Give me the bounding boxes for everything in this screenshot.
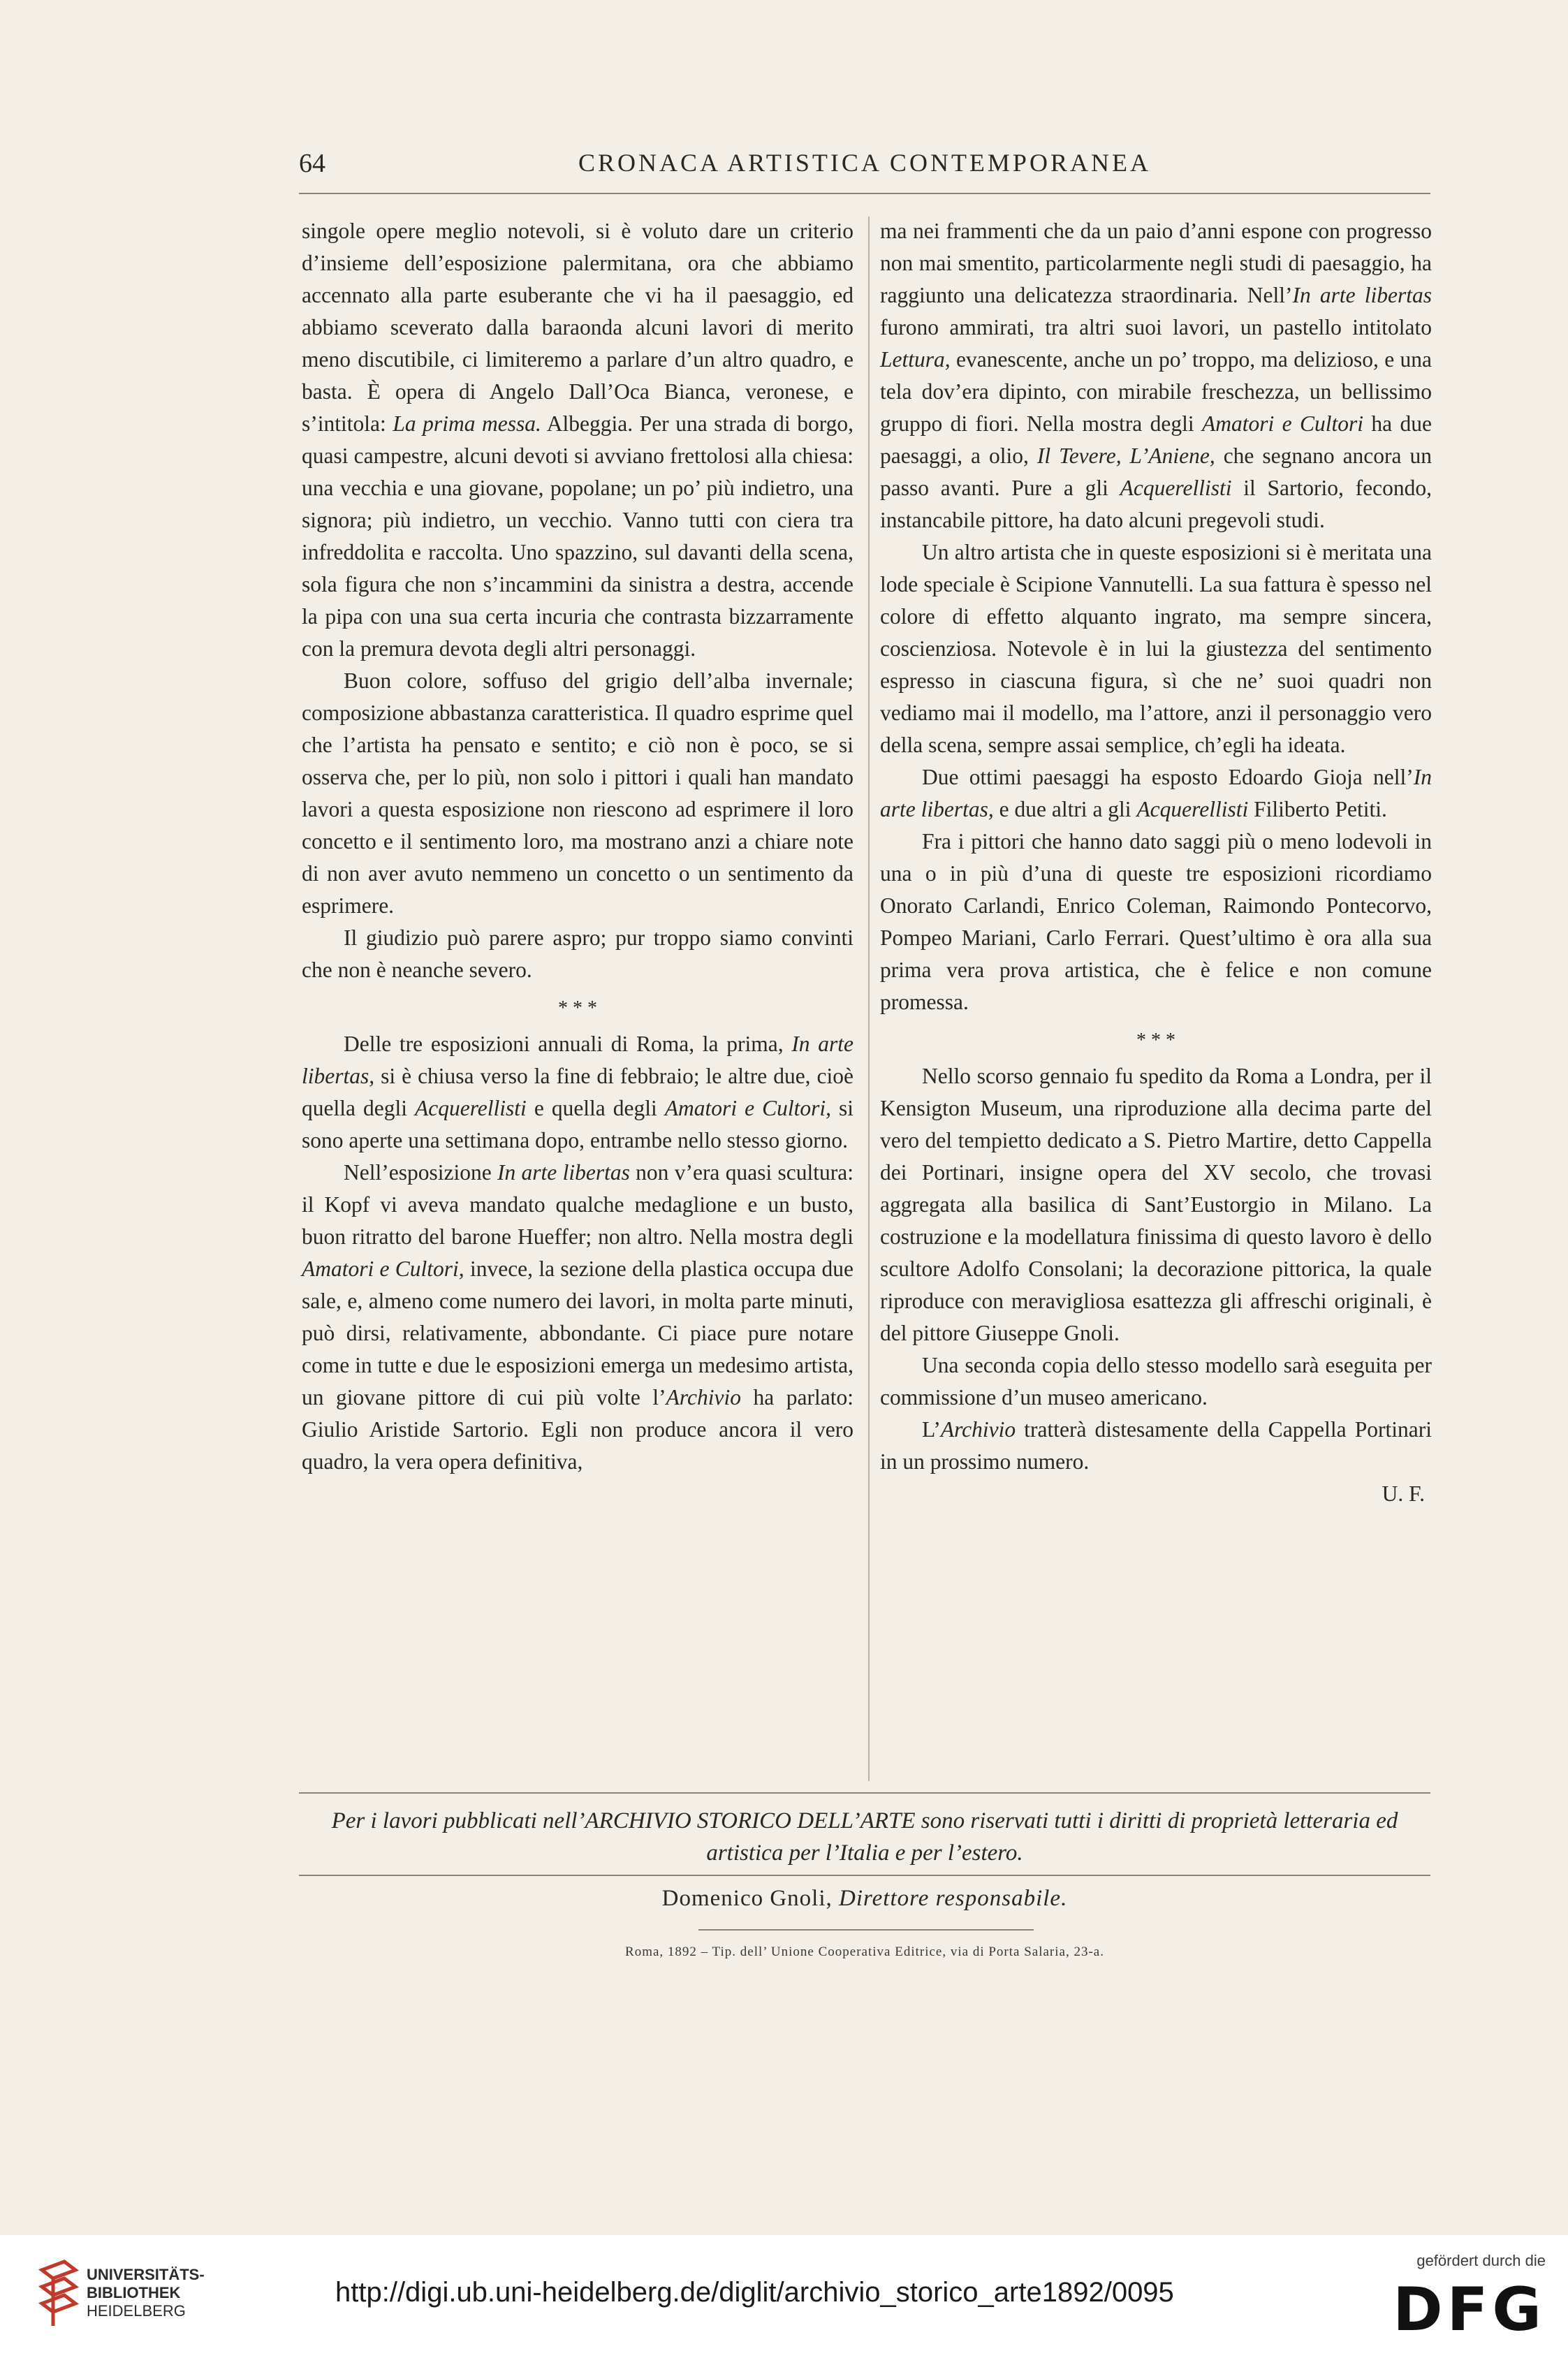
left-paragraph-2: Buon colore, soffuso del grigio dell’alba invernale; composizione abbastanza caratteristica. Il quadro esprime quel che l’artista ha pensato e sentito; e ciò non è poco, se si osserva che, per lo più, non solo i pittori i quali han mandato lavori a questa esposizione non riescono ad esprimere il loro concetto e il sentimento loro, ma mostrano anzi a chiare note di non aver avuto nemmeno un concetto o un sentimento da esprimere. <box>302 668 853 918</box>
italic-run: In arte libertas, <box>302 1032 854 1088</box>
text-run: si è chiusa verso la fine di febbraio; le altre due, cioè quella degli <box>302 1064 853 1120</box>
italic-run: Il Tevere, L’Aniene, <box>1036 444 1215 468</box>
italic-run: Amatori e Cultori <box>1202 411 1364 436</box>
right-paragraph-4: Fra i pittori che hanno dato saggi più o meno lodevoli in una o in più d’una di queste tre esposizioni ricordiamo Onorato Carlandi, Enrico Coleman, Raimondo Pontecorvo, Pompeo Mariani, Carlo Ferrari. Quest’ultimo è ora alla sua prima vera prova artistica, che è felice e non comune promessa. <box>880 829 1432 1014</box>
right-column <box>880 215 1432 1510</box>
italic-run: Amatori e Cultori, <box>664 1096 831 1120</box>
text-run: furono ammirati, tra altri suoi lavori, un pastello intitolato <box>880 315 1432 339</box>
text-run: e due altri a gli <box>993 797 1137 821</box>
header-rule <box>299 193 1430 194</box>
ub-line-1: UNIVERSITÄTS- <box>87 2266 205 2283</box>
right-paragraph-3 <box>880 761 1432 826</box>
notice-top-rule <box>299 1792 1430 1794</box>
ub-line-3: HEIDELBERG <box>87 2302 186 2320</box>
section-separator-left <box>302 997 853 1019</box>
italic-run: In arte libertas <box>1292 283 1432 307</box>
ub-heidelberg-name <box>87 2266 205 2320</box>
director-role: Direttore responsabile. <box>839 1886 1068 1911</box>
italic-run: Amatori e Cultori, <box>302 1257 464 1281</box>
running-title: CRONACA ARTISTICA CONTEMPORANEA <box>578 149 1151 177</box>
italic-run: Per i lavori pubblicati nell’ARCHIVIO STORICO DELL’ARTE sono riservati tutti i diritti di proprietà letteraria ed artistica per l’Italia e per l’estero. <box>331 1808 1398 1866</box>
dfg-logo[interactable]: DFG <box>1393 2275 1546 2345</box>
text-run: non v’era quasi scultura: il Kopf vi aveva mandato qualche medaglione e un busto, buon ritratto del barone Hueffer; non altro. Nella mostra degli <box>302 1160 853 1249</box>
notice-bottom-rule <box>299 1875 1430 1876</box>
text-run: Nell’esposizione <box>344 1160 497 1185</box>
text-run: Filiberto Petiti. <box>1248 797 1387 821</box>
right-paragraph-1 <box>880 215 1432 536</box>
column-divider <box>868 217 870 1781</box>
text-run: ha parlato: Giulio Aristide Sartorio. Egli non produce ancora il vero quadro, la vera opera definitiva, <box>302 1385 853 1474</box>
text-run: singole opere meglio notevoli, si è voluto dare un criterio d’insieme dell’esposizione palermitana, ora che abbiamo accennato alla parte esuberante che vi ha il paesaggio, ed abbiamo sceverato dalla baraonda alcuni lavori di merito meno discutibile, ci limiteremo a parlare d’un altro quadro, e basta. È opera di Angelo Dall’Oca Bianca, veronese, e s’intitola: <box>302 219 853 436</box>
italic-run: In arte libertas, <box>880 765 1432 821</box>
italic-run: Archivio <box>940 1417 1016 1442</box>
text-run: evanescente, anche un po’ troppo, ma delizioso, e una tela dov’era dipinto, con mirabile freschezza, un bellissimo gruppo di fiori. Nella mostra degli <box>880 347 1432 436</box>
italic-run: In arte libertas <box>497 1160 630 1185</box>
left-paragraph-4 <box>302 1028 853 1157</box>
text-run: il Sartorio, fecondo, instancabile pittore, ha dato alcuni pregevoli studi. <box>880 476 1432 532</box>
permalink-url[interactable]: http://digi.ub.uni-heidelberg.de/diglit/archivio_storico_arte1892/0095 <box>335 2277 1174 2308</box>
ub-line-2: BIBLIOTHEK <box>87 2284 181 2301</box>
left-paragraph-1 <box>302 215 853 665</box>
director-line <box>299 1886 1430 1912</box>
right-paragraph-6: Una seconda copia dello stesso modello sarà eseguita per commissione d’un museo americano. <box>880 1353 1432 1409</box>
text-run: Albeggia. Per una strada di borgo, quasi campestre, alcuni devoti si avviano frettolosi alla chiesa: una vecchia e una giovane, popolane; un po’ più indietro, una signora; più indietro, un vecchio. Vanno tutti con ciera tra infreddolita e raccolta. Uno spazzino, sul davanti della scena, sola figura che non s’incammini da sinistra a destra, accende la pipa con una sua certa incuria che contrasta bizzarramente con la premura devota degli altri personaggi. <box>302 411 853 661</box>
copyright-notice <box>299 1805 1430 1869</box>
printer-imprint: Roma, 1892 – Tip. dell’ Unione Cooperativa Editrice, via di Porta Salaria, 23-a. <box>625 1945 1104 1959</box>
left-column <box>302 215 853 1478</box>
right-paragraph-5: Nello scorso gennaio fu spedito da Roma a Londra, per il Kensigton Museum, una riproduzione alla decima parte del vero del tempietto dedicato a S. Pietro Martire, detto Cappella dei Portinari, insigne opera del XV secolo, che trovasi aggregata alla basilica di Sant’Eustorgio in Milano. La costruzione e la modellatura finissima di questo lavoro è dello scultore Adolfo Consolani; la decorazione pittorica, la quale riproduce con meravigliosa esattezza gli affreschi originali, è del pittore Giuseppe Gnoli. <box>880 1064 1432 1345</box>
sponsor-label: gefördert durch die <box>1416 2252 1546 2269</box>
italic-run: Acquerellisti <box>415 1096 527 1120</box>
signature: U. F. <box>1382 1481 1425 1506</box>
page-number: 64 <box>299 149 325 178</box>
text-run: tratterà distesamente della Cappella Portinari in un prossimo numero. <box>880 1417 1432 1474</box>
right-paragraph-2: Un altro artista che in queste esposizioni si è meritata una lode speciale è Scipione Vannutelli. La sua fattura è spesso nel colore di effetto alquanto ingrato, ma sempre sincera, coscienziosa. Notevole è in lui la giustezza del sentimento espresso in ciascuna figura, sì che ne’ suoi quadri non vediamo mai il modello, ma l’attore, anzi il personaggio vero della scena, sempre assai semplice, ch’egli ha ideata. <box>880 540 1432 757</box>
separator-stars: * * * <box>1136 1030 1175 1051</box>
left-paragraph-5 <box>302 1157 853 1478</box>
text-run: e quella degli <box>526 1096 665 1120</box>
text-run: si sono aperte una settimana dopo, entrambe nello stesso giorno. <box>302 1096 854 1152</box>
separator-stars: * * * <box>558 997 597 1019</box>
text-run: Due ottimi paesaggi ha esposto Edoardo Gioja nell’ <box>922 765 1414 789</box>
running-head <box>299 148 1430 187</box>
text-run: invece, la sezione della plastica occupa due sale, e, almeno come numero dei lavori, in molta parte minuti, può dirsi, relativamente, abbondante. Ci piace pure notare come in tutte e due le esposizioni emerga un medesimo artista, un giovane pittore di cui più volte l’ <box>302 1257 853 1409</box>
italic-run: Archivio <box>666 1385 741 1409</box>
text-run: ma nei frammenti che da un paio d’anni espone con progresso non mai smentito, particolarmente negli studi di paesaggio, ha raggiunto una delicatezza straordinaria. Nell’ <box>880 219 1432 307</box>
director-rule <box>698 1929 1034 1931</box>
text-run: L’ <box>922 1417 941 1442</box>
ub-heidelberg-logo-icon[interactable] <box>36 2256 80 2333</box>
italic-run: Lettura, <box>880 347 951 372</box>
italic-run: Acquerellisti <box>1120 476 1232 500</box>
director-name: Domenico Gnoli, <box>661 1886 833 1911</box>
italic-run: La prima messa. <box>393 411 541 436</box>
text-run: Delle tre esposizioni annuali di Roma, la prima, <box>344 1032 792 1056</box>
italic-run: Acquerellisti <box>1136 797 1249 821</box>
left-paragraph-3: Il giudizio può parere aspro; pur troppo siamo convinti che non è neanche severo. <box>302 925 853 982</box>
right-paragraph-7 <box>880 1414 1432 1478</box>
section-separator-right <box>880 1030 1432 1051</box>
text-run: che segnano ancora un passo avanti. Pure a gli <box>880 444 1432 500</box>
text-run: ha due paesaggi, a olio, <box>880 411 1433 468</box>
